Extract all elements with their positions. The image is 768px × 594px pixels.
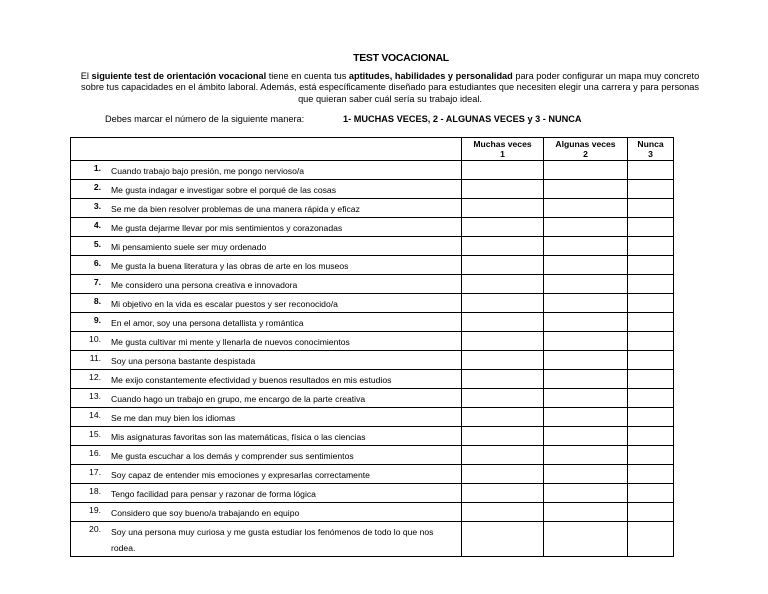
answer-cell-muchas-veces[interactable]	[462, 503, 544, 522]
answer-cell-algunas-veces[interactable]	[544, 370, 628, 389]
answer-cell-algunas-veces[interactable]	[544, 522, 628, 557]
answer-cell-muchas-veces[interactable]	[462, 446, 544, 465]
question-number: 1.	[93, 163, 101, 173]
header-number: 2	[583, 149, 588, 159]
question-cell	[71, 199, 462, 218]
header-label: Nunca	[637, 139, 664, 149]
question-cell	[71, 522, 462, 557]
question-text: Me gusta cultivar mi mente y llenarla de nuevos conocimientos	[111, 337, 350, 347]
question-number: 12.	[89, 372, 101, 382]
header-muchas-veces	[462, 138, 544, 161]
answer-cell-algunas-veces[interactable]	[544, 218, 628, 237]
intro-paragraph	[80, 71, 700, 105]
answer-cell-nunca[interactable]	[628, 161, 674, 180]
answer-cell-algunas-veces[interactable]	[544, 294, 628, 313]
question-number: 17.	[89, 467, 101, 477]
question-text: En el amor, soy una persona detallista y romántica	[111, 318, 304, 328]
answer-cell-algunas-veces[interactable]	[544, 351, 628, 370]
answer-cell-algunas-veces[interactable]	[544, 427, 628, 446]
table-header-row	[71, 138, 674, 161]
question-text: Me exijo constantemente efectividad y buenos resultados en mis estudios	[111, 375, 392, 385]
question-cell	[71, 351, 462, 370]
table-row	[71, 313, 674, 332]
question-text: Mis asignaturas favoritas son las matemáticas, física o las ciencias	[111, 432, 366, 442]
answer-cell-algunas-veces[interactable]	[544, 389, 628, 408]
answer-cell-muchas-veces[interactable]	[462, 427, 544, 446]
answer-cell-algunas-veces[interactable]	[544, 313, 628, 332]
page-title: TEST VOCACIONAL	[353, 52, 449, 64]
question-cell	[71, 161, 462, 180]
table-row	[71, 275, 674, 294]
answer-cell-nunca[interactable]	[628, 370, 674, 389]
intro-bold-1: siguiente test de orientación vocacional	[91, 71, 267, 81]
answer-cell-algunas-veces[interactable]	[544, 446, 628, 465]
header-label: Muchas veces	[473, 139, 532, 149]
table-row	[71, 218, 674, 237]
question-number: 5.	[93, 239, 101, 249]
answer-cell-algunas-veces[interactable]	[544, 332, 628, 351]
answer-cell-nunca[interactable]	[628, 408, 674, 427]
table-row	[71, 294, 674, 313]
answer-cell-muchas-veces[interactable]	[462, 522, 544, 557]
answer-cell-algunas-veces[interactable]	[544, 199, 628, 218]
questionnaire-table	[70, 137, 674, 557]
question-number: 10.	[89, 334, 101, 344]
question-cell	[71, 446, 462, 465]
answer-cell-muchas-veces[interactable]	[462, 218, 544, 237]
question-number: 4.	[93, 220, 101, 230]
question-cell	[71, 180, 462, 199]
answer-cell-muchas-veces[interactable]	[462, 313, 544, 332]
question-cell	[71, 389, 462, 408]
question-cell	[71, 275, 462, 294]
intro-bold-2: aptitudes, habilidades y personalidad	[348, 71, 513, 81]
question-number: 11.	[89, 353, 101, 363]
answer-cell-muchas-veces[interactable]	[462, 370, 544, 389]
question-cell	[71, 484, 462, 503]
question-number: 3.	[93, 201, 101, 211]
question-text: Mi pensamiento suele ser muy ordenado	[111, 242, 267, 252]
answer-cell-algunas-veces[interactable]	[544, 484, 628, 503]
question-cell	[71, 294, 462, 313]
answer-cell-algunas-veces[interactable]	[544, 256, 628, 275]
question-text: Me gusta la buena literatura y las obras de arte en los museos	[111, 261, 349, 271]
question-number: 18.	[89, 486, 101, 496]
table-row	[71, 161, 674, 180]
answer-cell-nunca[interactable]	[628, 199, 674, 218]
table-row	[71, 370, 674, 389]
table-row	[71, 180, 674, 199]
answer-cell-muchas-veces[interactable]	[462, 256, 544, 275]
answer-cell-algunas-veces[interactable]	[544, 237, 628, 256]
question-cell	[71, 503, 462, 522]
table-row	[71, 332, 674, 351]
answer-cell-muchas-veces[interactable]	[462, 237, 544, 256]
question-cell	[71, 218, 462, 237]
answer-cell-algunas-veces[interactable]	[544, 465, 628, 484]
question-text: Me gusta dejarme llevar por mis sentimientos y corazonadas	[111, 223, 343, 233]
question-number: 7.	[93, 277, 101, 287]
question-number: 20.	[89, 524, 101, 534]
header-number: 1	[500, 149, 505, 159]
question-number: 19.	[89, 505, 101, 515]
answer-cell-muchas-veces[interactable]	[462, 294, 544, 313]
table-row	[71, 237, 674, 256]
answer-cell-nunca[interactable]	[628, 313, 674, 332]
answer-cell-nunca[interactable]	[628, 237, 674, 256]
answer-cell-muchas-veces[interactable]	[462, 408, 544, 427]
table-row	[71, 351, 674, 370]
table-row	[71, 408, 674, 427]
answer-cell-nunca[interactable]	[628, 427, 674, 446]
answer-cell-algunas-veces[interactable]	[544, 180, 628, 199]
answer-cell-muchas-veces[interactable]	[462, 161, 544, 180]
answer-cell-nunca[interactable]	[628, 484, 674, 503]
answer-cell-algunas-veces[interactable]	[544, 408, 628, 427]
answer-cell-algunas-veces[interactable]	[544, 503, 628, 522]
header-algunas-veces	[544, 138, 628, 161]
table-row	[71, 465, 674, 484]
question-number: 6.	[93, 258, 101, 268]
question-text: Cuando trabajo bajo presión, me pongo nervioso/a	[111, 166, 305, 176]
question-text: Se me dan muy bien los idiomas	[111, 413, 236, 423]
question-number: 9.	[93, 315, 101, 325]
instruction-text: Debes marcar el número de la siguiente manera:	[105, 114, 305, 124]
question-text: Se me da bien resolver problemas de una manera rápida y eficaz	[111, 204, 360, 214]
question-cell	[71, 237, 462, 256]
question-cell	[71, 256, 462, 275]
question-cell	[71, 370, 462, 389]
header-number: 3	[648, 149, 653, 159]
answer-cell-nunca[interactable]	[628, 446, 674, 465]
question-number: 15.	[89, 429, 101, 439]
answer-cell-algunas-veces[interactable]	[544, 161, 628, 180]
question-number: 14.	[89, 410, 101, 420]
question-cell	[71, 465, 462, 484]
answer-cell-muchas-veces[interactable]	[462, 199, 544, 218]
question-cell	[71, 408, 462, 427]
answer-cell-muchas-veces[interactable]	[462, 484, 544, 503]
table-row	[71, 484, 674, 503]
question-text: Me gusta indagar e investigar sobre el porqué de las cosas	[111, 185, 337, 195]
answer-cell-nunca[interactable]	[628, 522, 674, 557]
answer-cell-nunca[interactable]	[628, 351, 674, 370]
question-text: Soy una persona bastante despistada	[111, 356, 256, 366]
header-nunca	[628, 138, 674, 161]
question-cell	[71, 427, 462, 446]
table-row	[71, 446, 674, 465]
answer-cell-nunca[interactable]	[628, 332, 674, 351]
answer-cell-nunca[interactable]	[628, 256, 674, 275]
answer-cell-nunca[interactable]	[628, 275, 674, 294]
answer-cell-nunca[interactable]	[628, 294, 674, 313]
answer-cell-muchas-veces[interactable]	[462, 465, 544, 484]
question-text: Soy una persona muy curiosa y me gusta estudiar los fenómenos de todo lo que nos rodea.	[111, 527, 434, 553]
question-text: Tengo facilidad para pensar y razonar de forma lógica	[111, 489, 316, 499]
answer-cell-muchas-veces[interactable]	[462, 389, 544, 408]
answer-cell-nunca[interactable]	[628, 503, 674, 522]
question-text: Cuando hago un trabajo en grupo, me encargo de la parte creativa	[111, 394, 366, 404]
question-number: 16.	[89, 448, 101, 458]
answer-cell-nunca[interactable]	[628, 180, 674, 199]
header-label: Algunas veces	[555, 139, 616, 149]
answer-scale: 1- MUCHAS VECES, 2 - ALGUNAS VECES y 3 - NUNCA	[343, 114, 582, 124]
table-row	[71, 256, 674, 275]
question-number: 13.	[89, 391, 101, 401]
answer-cell-nunca[interactable]	[628, 218, 674, 237]
answer-cell-muchas-veces[interactable]	[462, 351, 544, 370]
table-row	[71, 427, 674, 446]
answer-cell-muchas-veces[interactable]	[462, 180, 544, 199]
table-row	[71, 522, 674, 557]
question-text: Considero que soy bueno/a trabajando en equipo	[111, 508, 300, 518]
answer-cell-muchas-veces[interactable]	[462, 275, 544, 294]
answer-cell-nunca[interactable]	[628, 465, 674, 484]
question-text: Mi objetivo en la vida es escalar puestos y ser reconocido/a	[111, 299, 338, 309]
question-number: 8.	[93, 296, 101, 306]
question-text: Me gusta escuchar a los demás y comprender sus sentimientos	[111, 451, 354, 461]
question-cell	[71, 313, 462, 332]
question-number: 2.	[93, 182, 101, 192]
table-row	[71, 199, 674, 218]
question-text: Me considero una persona creativa e innovadora	[111, 280, 298, 290]
question-text: Soy capaz de entender mis emociones y expresarlas correctamente	[111, 470, 370, 480]
intro-text-2: tiene en cuenta tus	[266, 71, 349, 81]
question-cell	[71, 332, 462, 351]
answer-cell-muchas-veces[interactable]	[462, 332, 544, 351]
answer-cell-algunas-veces[interactable]	[544, 275, 628, 294]
answer-cell-nunca[interactable]	[628, 389, 674, 408]
table-row	[71, 503, 674, 522]
intro-text-1: El	[80, 71, 92, 81]
question-header-cell	[71, 138, 462, 161]
table-row	[71, 389, 674, 408]
intro-text-3: para poder configurar un mapa muy concreto sobre tus capacidades en el ámbito laboral. Además, está específicamente diseñado para estudiantes que necesiten elegir una carrera y para personas que quieran saber cuál sería su trabajo ideal.	[81, 71, 700, 104]
